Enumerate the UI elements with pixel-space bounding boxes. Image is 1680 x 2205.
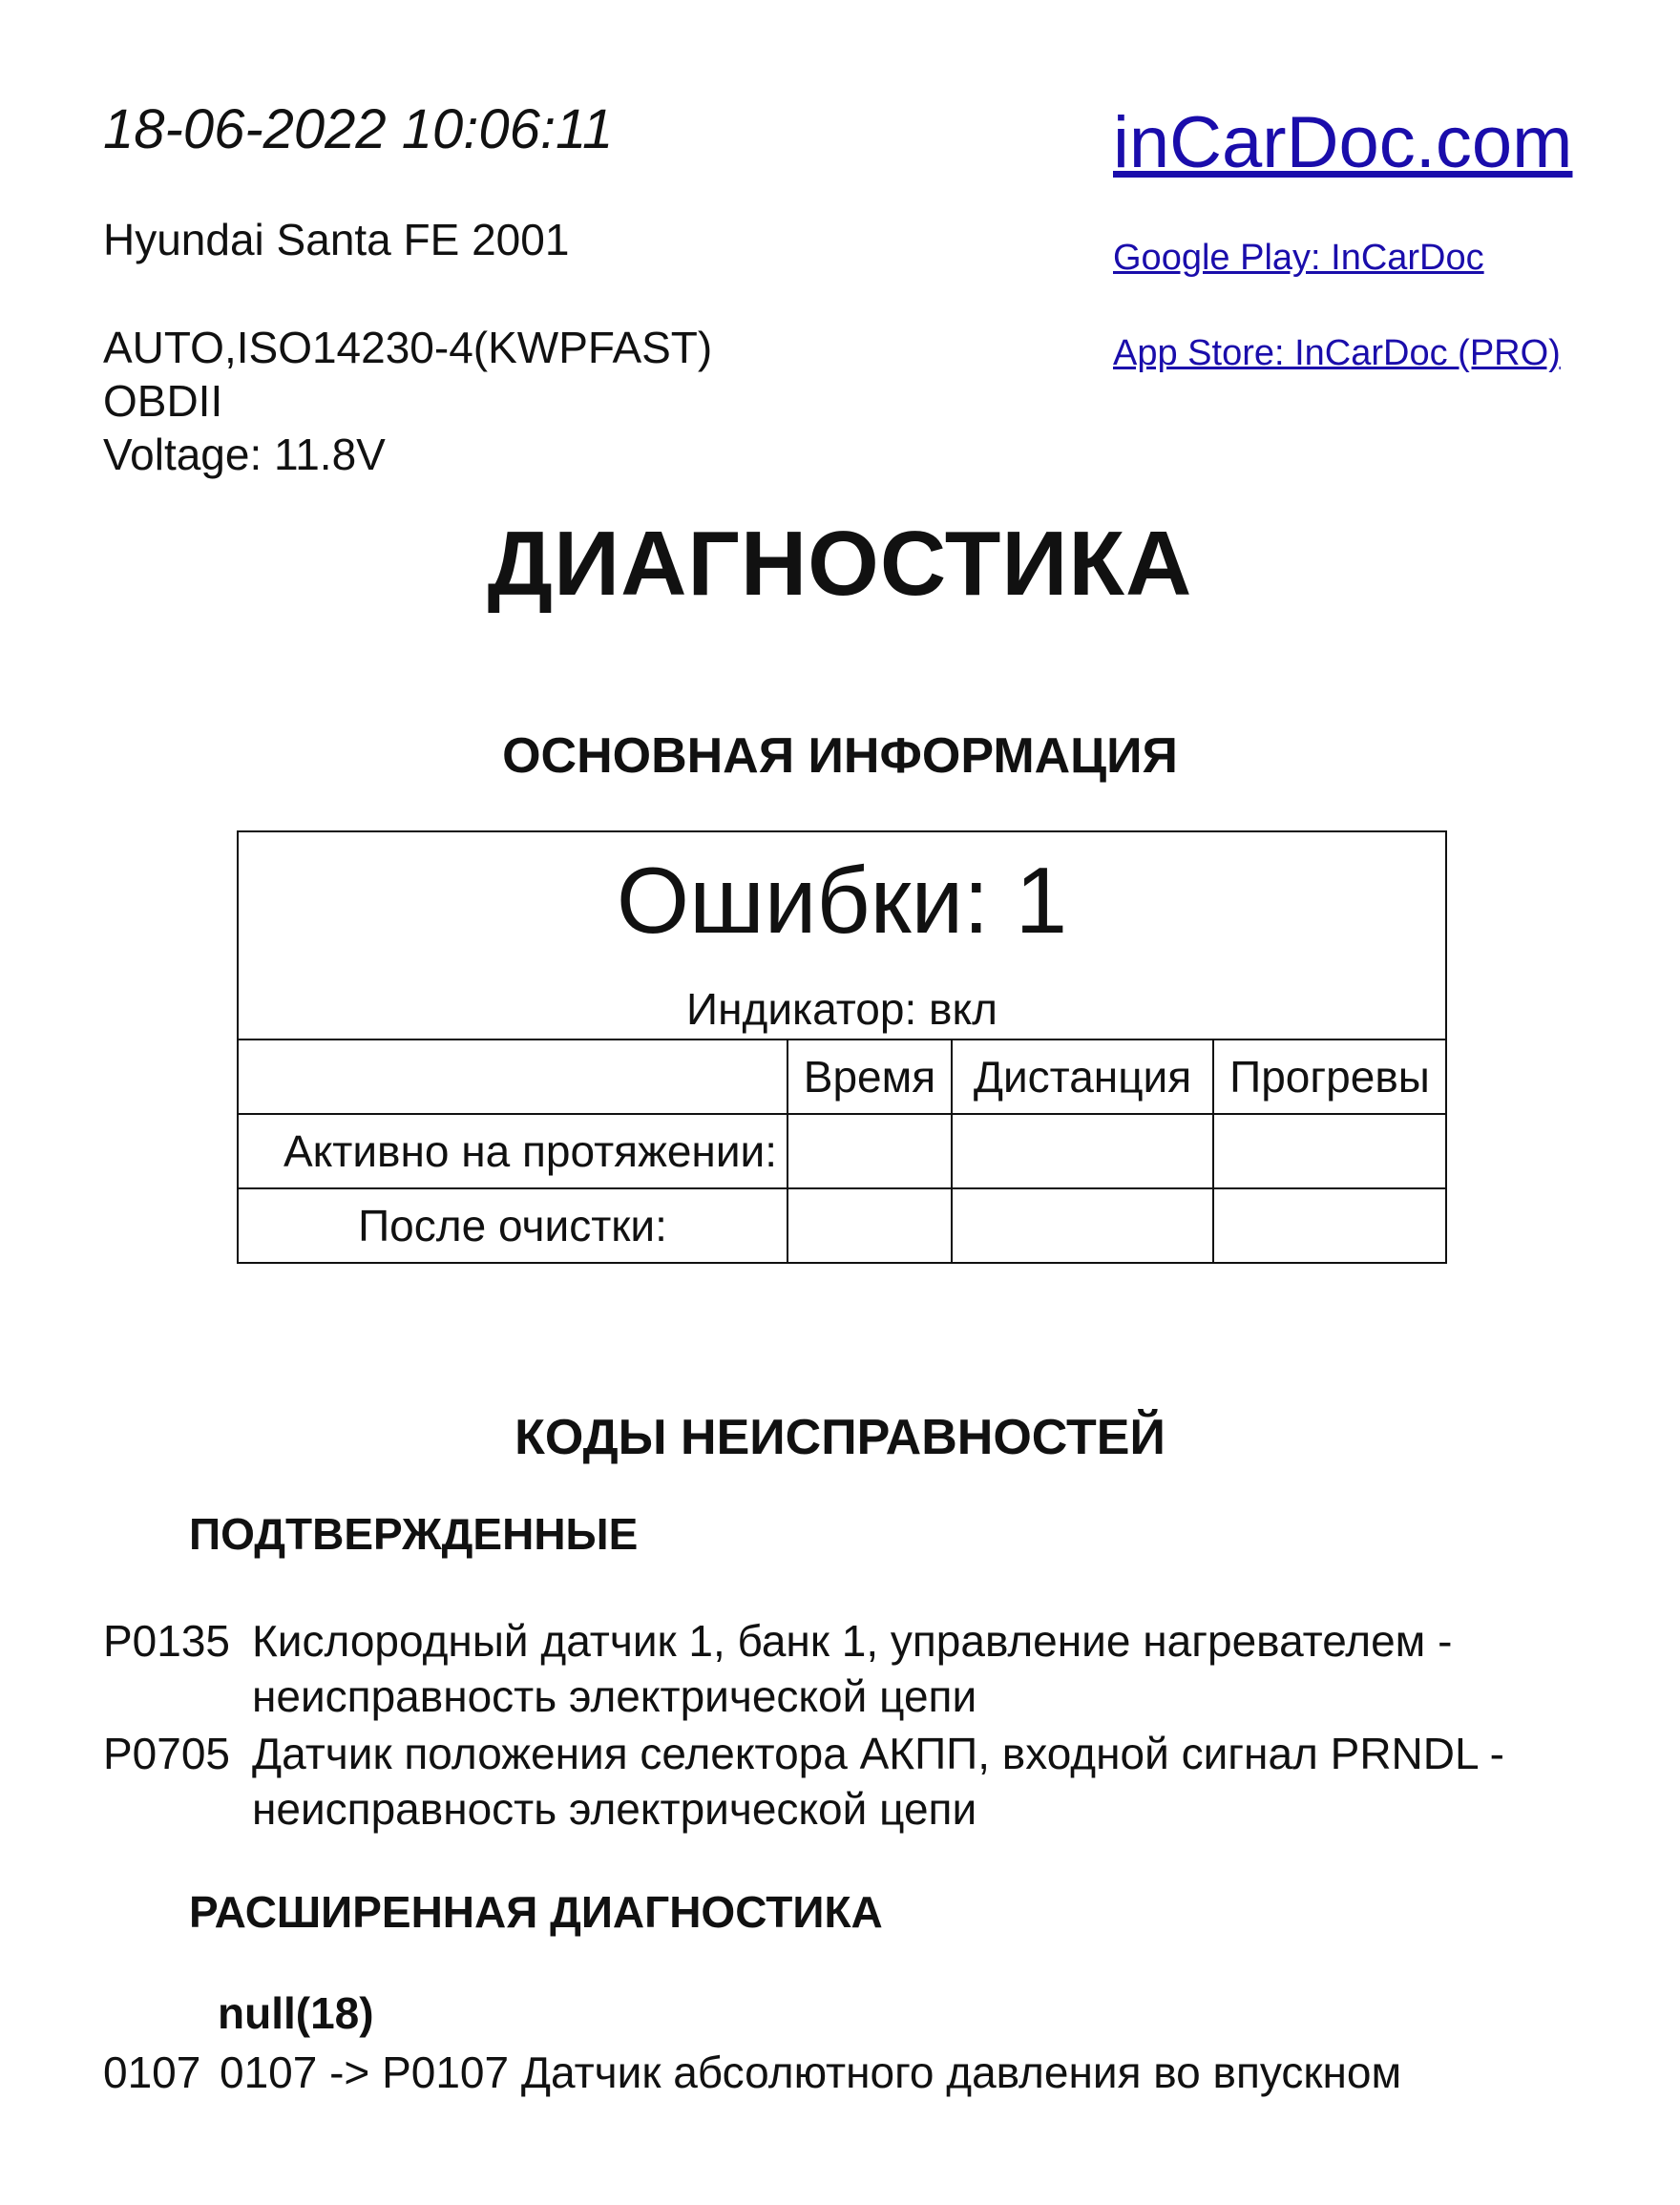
dtc-code: 0107 [103,2048,201,2097]
column-header-distance: Дистанция [952,1040,1213,1114]
dtc-description-line: неисправность электрической цепи [252,1784,977,1834]
table-cell [788,1188,952,1263]
dtc-description [246,1726,1592,1837]
extended-dtc-item [103,2045,1592,2100]
dtc-description-line: неисправность электрической цепи [252,1671,977,1721]
table-cell [952,1114,1213,1188]
google-play-link[interactable]: Google Play: InCarDoc [1113,238,1484,278]
dtc-code: P0705 [103,1729,231,1778]
dtc-description-line: Кислородный датчик 1, банк 1, управление нагревателем - [252,1616,1453,1666]
dtc-code: P0135 [103,1616,231,1666]
table-cell [1213,1114,1446,1188]
report-datetime: 18-06-2022 10:06:11 [103,98,614,160]
standard-text: OBDII [103,376,223,426]
dtc-description-line: Датчик положения селектора АКПП, входной сигнал PRNDL - [252,1729,1504,1778]
confirmed-heading: ПОДТВЕРЖДЕННЫЕ [189,1509,639,1559]
app-store-link[interactable]: App Store: InCarDoc (PRO) [1113,333,1561,373]
empty-header-cell [238,1040,788,1114]
module-name: null(18) [218,1988,374,2038]
column-header-time: Время [788,1040,952,1114]
table-cell [952,1188,1213,1263]
dtc-description: 0107 -> P0107 Датчик абсолютного давления во впускном [220,2048,1402,2097]
row-label: После очистки: [238,1188,788,1263]
summary-cell [238,831,1446,1040]
errors-count: Ошибки: 1 [616,848,1068,953]
dtc-item [103,1726,1592,1837]
row-label: Активно на протяжении: [238,1114,788,1188]
voltage-text: Voltage: 11.8V [103,430,386,479]
protocol-text: AUTO,ISO14230-4(KWPFAST) [103,323,713,372]
basic-info-heading: ОСНОВНАЯ ИНФОРМАЦИЯ [502,728,1178,784]
site-link[interactable]: inCarDoc.com [1113,102,1573,183]
fault-codes-heading: КОДЫ НЕИСПРАВНОСТЕЙ [514,1410,1166,1465]
extended-diagnostics-heading: РАСШИРЕННАЯ ДИАГНОСТИКА [189,1887,883,1937]
basic-info-table [237,830,1447,1264]
connection-info [103,321,712,481]
dtc-item [103,1613,1592,1724]
table-cell [1213,1188,1446,1263]
table-cell [788,1114,952,1188]
column-header-warmups: Прогревы [1213,1040,1446,1114]
page-title: ДИАГНОСТИКА [487,513,1193,615]
mil-indicator: Индикатор: вкл [686,983,998,1034]
table-header-row [238,1040,1446,1114]
table-row [238,1114,1446,1188]
dtc-description [246,1613,1592,1724]
table-row [238,1188,1446,1263]
vehicle-name: Hyundai Santa FE 2001 [103,215,570,264]
